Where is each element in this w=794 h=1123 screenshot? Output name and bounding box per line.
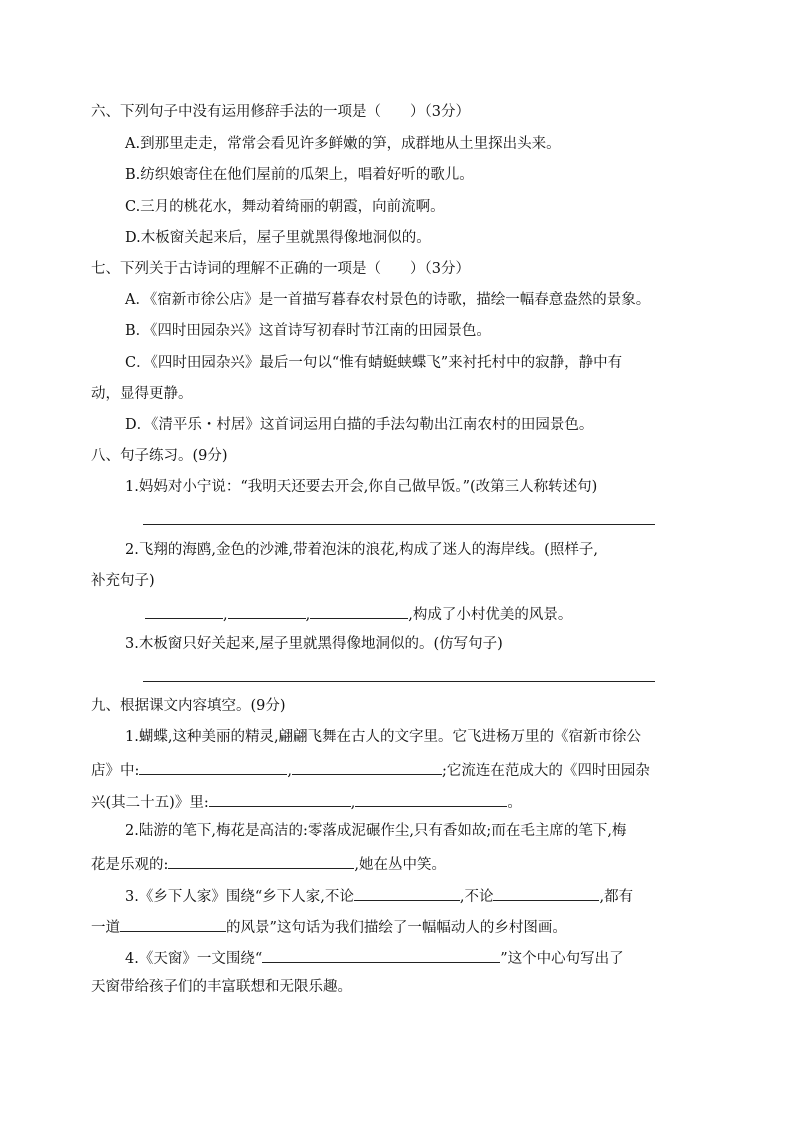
- q6-option-a: A.到那里走走，常常会看见许多鲜嫩的笋，成群地从土里探出头来。: [125, 136, 561, 152]
- q9-item-2-end: ,她在丛中笑。: [354, 857, 446, 873]
- q9-item-1: 1.蝴蝶,这种美丽的精灵,翩翩飞舞在古人的文字里。它飞进杨万里的《宿新市徐公: [125, 729, 642, 745]
- answer-blank[interactable]: [120, 915, 226, 932]
- q6-option-b: B.纺织娘寄住在他们屋前的瓜架上，唱着好听的歌儿。: [125, 167, 474, 183]
- q9-item-4-text: 4.《天窗》一文围绕“: [125, 951, 263, 967]
- answer-blank[interactable]: [310, 602, 408, 619]
- q8-item-2: 2.飞翔的海鸥,金色的沙滩,带着泡沫的浪花,构成了迷人的海岸线。(照样子,: [125, 542, 598, 558]
- q8-item-1: 1.妈妈对小宁说：“我明天还要去开会,你自己做早饭。”(改第三人称转述句): [125, 479, 598, 495]
- q8-item-2-end: ,构成了小村优美的风景。: [408, 607, 573, 623]
- answer-blank[interactable]: [228, 602, 306, 619]
- comma: ,: [287, 763, 292, 779]
- q8-title: 八、句子练习。(9分): [91, 448, 228, 464]
- answer-blank[interactable]: [168, 852, 354, 869]
- q8-item-2-cont: 补充句子): [91, 573, 155, 589]
- q9-item-1-text2: ;它流连在范成大的《四时田园杂: [442, 763, 650, 779]
- q8-item-3: 3.木板窗只好关起来,屋子里就黑得像地洞似的。(仿写句子): [125, 636, 503, 652]
- q8-item-2-fill-row: [145, 602, 572, 625]
- answer-blank[interactable]: [139, 758, 287, 775]
- comma: ,: [350, 795, 356, 811]
- answer-blank[interactable]: [493, 884, 599, 901]
- answer-line-q8-3[interactable]: [143, 681, 655, 682]
- q7-option-b: B．《四时田园杂兴》这首诗写初春时节江南的田园景色。: [125, 323, 491, 339]
- q9-item-4-row1: [125, 946, 624, 969]
- q9-item-3-row1: [125, 884, 633, 907]
- q7-option-d: D．《清平乐・村居》这首词运用白描的手法勾勒出江南农村的田园景色。: [125, 417, 594, 433]
- comma: ,: [223, 607, 228, 623]
- q6-title: 六、下列句子中没有运用修辞手法的一项是（ ）（3分）: [91, 104, 470, 120]
- q9-item-1-row2: [91, 758, 650, 781]
- q9-item-1-row3: [91, 790, 522, 813]
- q7-option-a: A．《宿新市徐公店》是一首描写暮春农村景色的诗歌，描绘一幅春意盎然的景象。: [125, 292, 651, 308]
- q7-option-c: C．《四时田园杂兴》最后一句以“惟有蜻蜓蛱蝶飞”来衬托村中的寂静，静中有: [125, 355, 623, 371]
- q6-option-d: D.木板窗关起来后，屋子里就黑得像地洞似的。: [125, 230, 431, 246]
- q6-option-c: C.三月的桃花水，舞动着绮丽的朝霞，向前流啊。: [125, 199, 445, 215]
- answer-blank[interactable]: [262, 946, 500, 963]
- q9-item-3-row2: [91, 915, 567, 938]
- q9-item-2-row2: [91, 852, 446, 875]
- q9-item-3-text3: ,都有: [599, 889, 634, 905]
- answer-blank[interactable]: [209, 790, 351, 807]
- q9-item-2-text: 花是乐观的:: [91, 857, 169, 873]
- q9-item-1-end: 。: [507, 795, 522, 811]
- q9-item-4-row2: 天窗带给孩子们的丰富联想和无限乐趣。: [91, 979, 352, 995]
- q9-item-1-text: 店》中:: [91, 763, 140, 779]
- answer-blank[interactable]: [292, 758, 442, 775]
- q9-item-2: 2.陆游的笔下,梅花是高洁的:零落成泥碾作尘,只有香如故;而在毛主席的笔下,梅: [125, 823, 627, 839]
- q9-item-3-text2: ,不论: [459, 889, 494, 905]
- q7-title: 七、下列关于古诗词的理解不正确的一项是（ ）（3分）: [91, 261, 470, 277]
- q9-title: 九、根据课文内容填空。(9分): [91, 698, 286, 714]
- q9-item-3-text: 3.《乡下人家》围绕“乡下人家,不论: [125, 889, 354, 905]
- comma: ,: [305, 607, 311, 623]
- answer-line-q8-1[interactable]: [143, 524, 655, 525]
- q9-item-3-text4: 一道: [91, 920, 120, 936]
- answer-blank[interactable]: [355, 790, 507, 807]
- q9-item-4-text2: ”这个中心句写出了: [500, 951, 624, 967]
- answer-blank[interactable]: [145, 602, 223, 619]
- q9-item-3-end: 的风景”这句话为我们描绘了一幅幅动人的乡村图画。: [226, 920, 567, 936]
- q7-option-c-cont: 动，显得更静。: [91, 386, 193, 402]
- q9-item-1-text3: 兴(其二十五)》里:: [91, 795, 209, 811]
- answer-blank[interactable]: [354, 884, 460, 901]
